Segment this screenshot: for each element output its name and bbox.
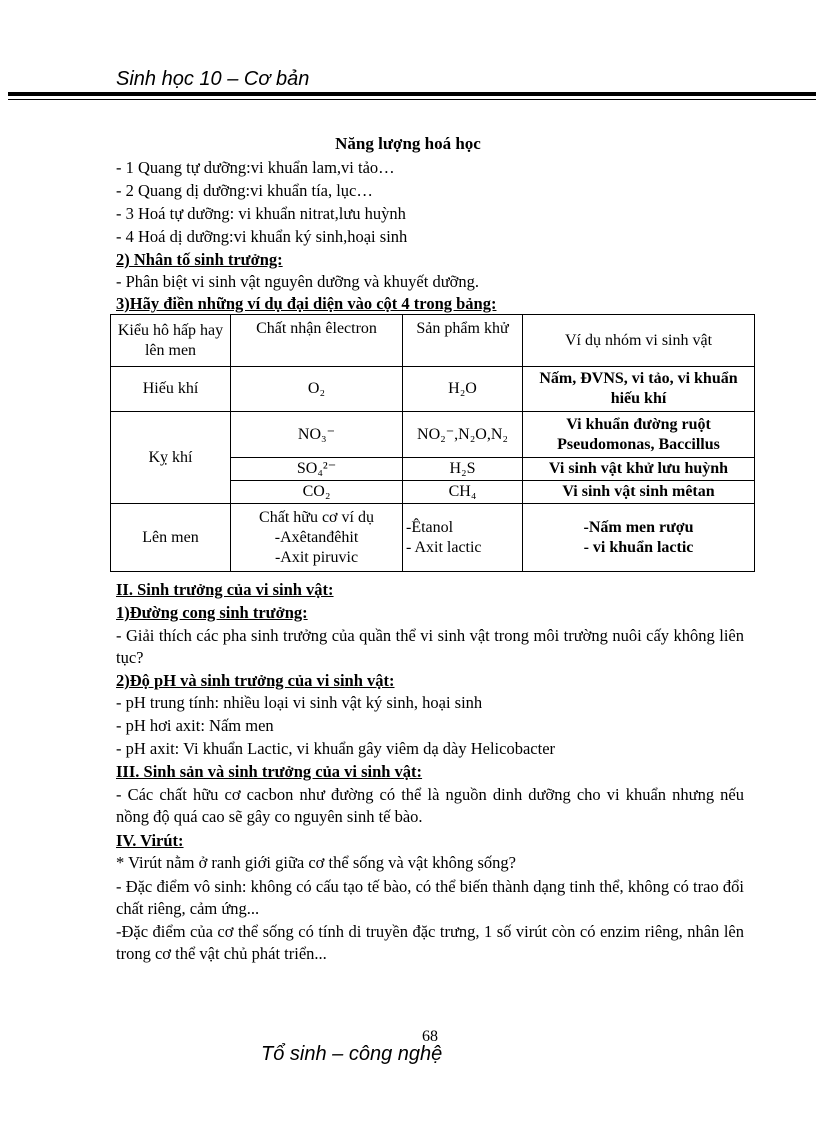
header-rule — [8, 92, 816, 96]
table-cell — [231, 504, 403, 572]
table-cell — [403, 504, 523, 572]
example-line: - vi khuẩn lactic — [583, 538, 694, 556]
growth-factor-text: - Phân biệt vi sinh vật nguyên dưỡng và khuyết dưỡng. — [116, 272, 479, 291]
virus-paragraph: -Đặc điểm của cơ thể sống có tính di truyền đặc trưng, 1 số virút còn có enzim riêng, nhân lên trong cơ thể vật chủ phát triển... — [116, 922, 744, 963]
table-header: Chất nhận êlectron — [231, 315, 403, 367]
table-cell: Hiếu khí — [111, 367, 231, 412]
reproduction-text: - Các chất hữu cơ cacbon như đường có thể là nguồn dinh dưỡng cho vi khuẩn nhưng nếu nồng độ quá cao sẽ gây co nguyên sinh tế bào. — [116, 785, 744, 826]
product-line: -Êtanol — [406, 518, 454, 536]
curve-text: - Giải thích các pha sinh trưởng của quần thể vi sinh vật trong môi trường nuôi cấy không liên tục? — [116, 626, 744, 667]
list-item: - pH hơi axit: Nấm men — [116, 716, 274, 735]
list-item: - 4 Hoá dị dưỡng:vi khuẩn ký sinh,hoại sinh — [116, 227, 408, 246]
table-cell: Vi sinh vật sinh mêtan — [523, 481, 755, 504]
table-cell — [523, 412, 755, 458]
growth-factor-heading: 2) Nhân tố sinh trưởng: — [116, 250, 283, 269]
list-item: - pH trung tính: nhiều loại vi sinh vật ký sinh, hoại sinh — [116, 693, 483, 712]
table-cell: NO₂⁻,N₂O,N₂ — [403, 412, 523, 458]
table-cell: H₂O — [403, 367, 523, 412]
table-cell: Vi sinh vật khử lưu huỳnh — [523, 458, 755, 481]
table-cell: Kỵ khí — [111, 412, 231, 504]
table-cell: O₂ — [231, 367, 403, 412]
virus-question: * Virút nằm ở ranh giới giữa cơ thể sống và vật không sống? — [116, 853, 516, 872]
footer-title: Tổ sinh – công nghệ — [261, 1043, 443, 1065]
table-cell: Lên men — [111, 504, 231, 572]
acceptor-line: -Axit piruvic — [274, 548, 359, 566]
respiration-table — [110, 314, 755, 572]
table-cell: NO₃⁻ — [231, 412, 403, 458]
growth-heading: II. Sinh trưởng của vi sinh vật: — [116, 580, 334, 599]
table-cell: Nấm, ĐVNS, vi tảo, vi khuẩn hiếu khí — [523, 367, 755, 412]
table-header: Kiểu hô hấp hay lên men — [111, 315, 231, 367]
header-title: Sinh học 10 – Cơ bản — [116, 68, 310, 90]
list-item: - pH axit: Vi khuẩn Lactic, vi khuẩn gây viêm dạ dày Helicobacter — [116, 739, 556, 758]
example-line: -Nấm men rượu — [583, 518, 694, 536]
product-line: - Axit lactic — [406, 538, 482, 556]
virus-paragraph: - Đặc điểm vô sinh: không có cấu tạo tế bào, có thể biến thành dạng tinh thể, không có trao đổi chất riêng, cảm ứng... — [116, 877, 744, 918]
page-number: 68 — [422, 1028, 438, 1045]
acceptor-line: Chất hữu cơ ví dụ — [259, 508, 374, 526]
header-rule-thin — [8, 99, 816, 100]
table-cell: H₂S — [403, 458, 523, 481]
table-cell: SO₄²⁻ — [231, 458, 403, 481]
table-heading: 3)Hãy điền những ví dụ đại diện vào cột 4 trong bảng: — [116, 294, 497, 313]
table-cell: CH₄ — [403, 481, 523, 504]
reproduction-heading: III. Sinh sản và sinh trưởng của vi sinh vật: — [116, 762, 423, 781]
list-item: - 3 Hoá tự dưỡng: vi khuẩn nitrat,lưu huỳnh — [116, 204, 406, 223]
example-line: Pseudomonas, Baccillus — [557, 435, 720, 453]
list-item: - 1 Quang tự dưỡng:vi khuẩn lam,vi tảo… — [116, 158, 395, 177]
ph-heading: 2)Độ pH và sinh trưởng của vi sinh vật: — [116, 671, 395, 690]
example-line: Vi khuẩn đường ruột — [566, 415, 711, 433]
section-title: Năng lượng hoá học — [335, 134, 481, 153]
curve-heading: 1)Đường cong sinh trưởng: — [116, 603, 308, 622]
table-cell — [523, 504, 755, 572]
acceptor-line: -Axêtanđêhit — [274, 528, 359, 546]
table-cell: CO₂ — [231, 481, 403, 504]
table-header: Sản phẩm khử — [403, 315, 523, 367]
virus-heading: IV. Virút: — [116, 831, 184, 850]
list-item: - 2 Quang dị dưỡng:vi khuẩn tía, lục… — [116, 181, 373, 200]
table-header: Ví dụ nhóm vi sinh vật — [523, 315, 755, 367]
